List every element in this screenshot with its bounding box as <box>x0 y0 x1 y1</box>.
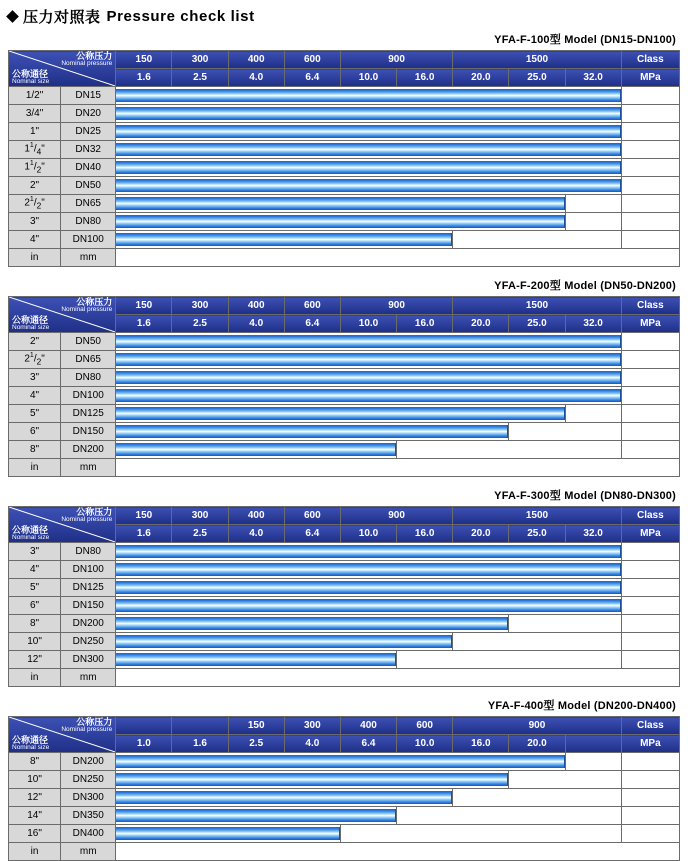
pressure-table-block <box>8 31 680 267</box>
table-row <box>9 615 680 633</box>
nominal-pressure-cell: 20.0 <box>453 69 509 87</box>
nominal-size-inch-cell: 12" <box>9 651 61 669</box>
pressure-range-bar <box>116 543 621 561</box>
pressure-range-bar <box>116 651 397 669</box>
table-unit-row <box>9 669 680 687</box>
nominal-size-dn-cell: DN80 <box>61 543 116 561</box>
row-class-cell <box>621 579 679 597</box>
table-row <box>9 351 680 369</box>
row-class-cell <box>621 105 679 123</box>
nominal-size-dn-cell: DN100 <box>61 231 116 249</box>
nominal-size-inch-cell: 4" <box>9 231 61 249</box>
nominal-size-dn-cell: DN250 <box>61 633 116 651</box>
empty-range-cell <box>340 825 621 843</box>
pressure-range-bar <box>116 333 621 351</box>
table-row <box>9 177 680 195</box>
table-row <box>9 441 680 459</box>
nominal-size-inch-cell: 3/4" <box>9 105 61 123</box>
pressure-range-bar <box>116 369 621 387</box>
pressure-range-bar <box>116 159 621 177</box>
nominal-pressure-cell <box>565 735 621 753</box>
page-title-cn: 压力对照表 <box>23 9 101 26</box>
class-rating-cell: 900 <box>340 297 452 315</box>
nominal-pressure-cell: 32.0 <box>565 315 621 333</box>
class-rating-cell: 400 <box>228 297 284 315</box>
corner-bottom-label: 公称通径 Nominal size <box>12 314 50 331</box>
nominal-pressure-cell: 6.4 <box>284 315 340 333</box>
row-class-cell <box>621 807 679 825</box>
unit-inch-cell: in <box>9 669 61 687</box>
header-corner-cell <box>9 297 116 333</box>
table-row <box>9 633 680 651</box>
row-class-cell <box>621 195 679 213</box>
class-label-cell: Class <box>621 507 679 525</box>
pressure-range-bar <box>116 597 621 615</box>
empty-range-cell <box>453 231 621 249</box>
row-class-cell <box>621 597 679 615</box>
class-rating-cell: 1500 <box>453 297 621 315</box>
pressure-range-bar <box>116 561 621 579</box>
class-rating-cell: 900 <box>340 51 452 69</box>
nominal-pressure-cell: 1.6 <box>172 735 228 753</box>
class-rating-cell <box>116 717 172 735</box>
nominal-size-inch-cell: 14" <box>9 807 61 825</box>
row-class-cell <box>621 159 679 177</box>
class-rating-cell: 150 <box>116 507 172 525</box>
table-row <box>9 387 680 405</box>
nominal-pressure-cell: 16.0 <box>397 525 453 543</box>
nominal-size-inch-cell: 6" <box>9 423 61 441</box>
nominal-size-inch-cell: $2^1/_2$" <box>9 351 61 369</box>
pressure-table-block <box>8 277 680 477</box>
nominal-size-dn-cell: DN200 <box>61 441 116 459</box>
header-corner-cell <box>9 717 116 753</box>
table-row <box>9 231 680 249</box>
pressure-table <box>8 506 680 687</box>
empty-range-cell <box>453 789 621 807</box>
empty-range-cell <box>397 441 622 459</box>
pressure-table <box>8 296 680 477</box>
nominal-pressure-cell: 20.0 <box>453 525 509 543</box>
nominal-size-dn-cell: DN32 <box>61 141 116 159</box>
row-class-cell <box>621 771 679 789</box>
table-unit-row <box>9 843 680 861</box>
table-unit-row <box>9 459 680 477</box>
nominal-pressure-cell: 25.0 <box>509 315 565 333</box>
pressure-range-bar <box>116 213 565 231</box>
nominal-pressure-cell: 16.0 <box>397 69 453 87</box>
row-class-cell <box>621 87 679 105</box>
pressure-range-bar <box>116 633 453 651</box>
nominal-size-dn-cell: DN125 <box>61 579 116 597</box>
nominal-size-inch-cell: 8" <box>9 753 61 771</box>
nominal-size-inch-cell: 4" <box>9 561 61 579</box>
class-rating-cell: 900 <box>340 507 452 525</box>
empty-range-cell <box>565 213 621 231</box>
pressure-range-bar <box>116 615 509 633</box>
header-corner-cell <box>9 507 116 543</box>
nominal-size-inch-cell: 8" <box>9 441 61 459</box>
empty-range-cell <box>397 807 622 825</box>
table-row <box>9 771 680 789</box>
unit-inch-cell: in <box>9 843 61 861</box>
nominal-pressure-cell: 4.0 <box>284 735 340 753</box>
unit-mm-cell: mm <box>61 459 116 477</box>
class-rating-cell: 400 <box>228 51 284 69</box>
class-rating-cell: 150 <box>116 51 172 69</box>
unit-row-filler <box>116 249 680 267</box>
nominal-pressure-cell: 10.0 <box>340 69 396 87</box>
corner-top-label: 公称压力 Nominal pressure <box>61 507 113 523</box>
nominal-size-dn-cell: DN200 <box>61 753 116 771</box>
row-class-cell <box>621 177 679 195</box>
class-rating-cell: 300 <box>284 717 340 735</box>
table-row <box>9 807 680 825</box>
class-rating-cell: 150 <box>228 717 284 735</box>
nominal-size-dn-cell: DN50 <box>61 177 116 195</box>
nominal-size-inch-cell: 3" <box>9 213 61 231</box>
table-caption: YFA-F-400型 Model (DN200-DN400) <box>487 700 676 712</box>
row-class-cell <box>621 351 679 369</box>
nominal-size-inch-cell: 5" <box>9 405 61 423</box>
nominal-pressure-cell: 4.0 <box>228 525 284 543</box>
pressure-range-bar <box>116 753 565 771</box>
nominal-size-dn-cell: DN300 <box>61 789 116 807</box>
empty-range-cell <box>397 651 622 669</box>
nominal-size-dn-cell: DN80 <box>61 213 116 231</box>
pressure-range-bar <box>116 771 509 789</box>
nominal-size-inch-cell: 1" <box>9 123 61 141</box>
row-class-cell <box>621 753 679 771</box>
diamond-bullet-icon <box>6 10 19 23</box>
class-rating-cell: 600 <box>284 297 340 315</box>
unit-label-cell: MPa <box>621 69 679 87</box>
table-row <box>9 141 680 159</box>
pressure-range-bar <box>116 231 453 249</box>
nominal-size-dn-cell: DN350 <box>61 807 116 825</box>
pressure-range-bar <box>116 351 621 369</box>
class-rating-cell: 1500 <box>453 51 621 69</box>
nominal-pressure-cell: 10.0 <box>397 735 453 753</box>
empty-range-cell <box>565 405 621 423</box>
unit-mm-cell: mm <box>61 843 116 861</box>
empty-range-cell <box>509 771 621 789</box>
pressure-range-bar <box>116 405 565 423</box>
nominal-size-dn-cell: DN125 <box>61 405 116 423</box>
nominal-size-dn-cell: DN80 <box>61 369 116 387</box>
nominal-size-dn-cell: DN65 <box>61 195 116 213</box>
row-class-cell <box>621 141 679 159</box>
nominal-pressure-cell: 10.0 <box>340 525 396 543</box>
corner-bottom-label: 公称通径 Nominal size <box>12 524 50 541</box>
nominal-size-inch-cell: 10" <box>9 633 61 651</box>
nominal-size-inch-cell: $1^1/_4$" <box>9 141 61 159</box>
nominal-size-inch-cell: 12" <box>9 789 61 807</box>
table-header-row-class <box>9 507 680 525</box>
pressure-range-bar <box>116 789 453 807</box>
unit-row-filler <box>116 843 680 861</box>
pressure-table-block <box>8 697 680 861</box>
nominal-pressure-cell: 1.6 <box>116 525 172 543</box>
table-caption: YFA-F-200型 Model (DN50-DN200) <box>494 280 676 292</box>
class-label-cell: Class <box>621 297 679 315</box>
pressure-range-bar <box>116 123 621 141</box>
row-class-cell <box>621 369 679 387</box>
class-rating-cell: 150 <box>116 297 172 315</box>
empty-range-cell <box>509 423 621 441</box>
unit-label-cell: MPa <box>621 315 679 333</box>
table-row <box>9 405 680 423</box>
class-rating-cell <box>172 717 228 735</box>
nominal-size-inch-cell: 4" <box>9 387 61 405</box>
nominal-size-dn-cell: DN25 <box>61 123 116 141</box>
empty-range-cell <box>509 615 621 633</box>
row-class-cell <box>621 441 679 459</box>
nominal-size-dn-cell: DN300 <box>61 651 116 669</box>
nominal-size-dn-cell: DN40 <box>61 159 116 177</box>
nominal-pressure-cell: 25.0 <box>509 525 565 543</box>
nominal-pressure-cell: 1.6 <box>116 315 172 333</box>
row-class-cell <box>621 825 679 843</box>
pressure-table-block <box>8 487 680 687</box>
row-class-cell <box>621 651 679 669</box>
nominal-size-inch-cell: $2^1/_2$" <box>9 195 61 213</box>
nominal-pressure-cell: 20.0 <box>509 735 565 753</box>
table-row <box>9 543 680 561</box>
nominal-pressure-cell: 6.4 <box>340 735 396 753</box>
nominal-size-inch-cell: 8" <box>9 615 61 633</box>
class-rating-cell: 1500 <box>453 507 621 525</box>
nominal-size-dn-cell: DN150 <box>61 423 116 441</box>
pressure-range-bar <box>116 87 621 105</box>
row-class-cell <box>621 387 679 405</box>
nominal-size-inch-cell: 3" <box>9 543 61 561</box>
pressure-table <box>8 50 680 267</box>
nominal-pressure-cell: 4.0 <box>228 69 284 87</box>
pressure-range-bar <box>116 423 509 441</box>
table-row <box>9 789 680 807</box>
nominal-pressure-cell: 1.6 <box>116 69 172 87</box>
table-unit-row <box>9 249 680 267</box>
nominal-pressure-cell: 16.0 <box>453 735 509 753</box>
nominal-pressure-cell: 2.5 <box>228 735 284 753</box>
empty-range-cell <box>565 195 621 213</box>
nominal-pressure-cell: 2.5 <box>172 315 228 333</box>
table-row <box>9 369 680 387</box>
class-label-cell: Class <box>621 51 679 69</box>
table-row <box>9 825 680 843</box>
nominal-pressure-cell: 4.0 <box>228 315 284 333</box>
table-header-row-class <box>9 297 680 315</box>
class-rating-cell: 900 <box>453 717 621 735</box>
class-rating-cell: 600 <box>397 717 453 735</box>
table-row <box>9 159 680 177</box>
unit-row-filler <box>116 459 680 477</box>
table-row <box>9 123 680 141</box>
pressure-range-bar <box>116 177 621 195</box>
pressure-range-bar <box>116 105 621 123</box>
empty-range-cell <box>453 633 621 651</box>
unit-mm-cell: mm <box>61 249 116 267</box>
corner-bottom-label: 公称通径 Nominal size <box>12 68 50 85</box>
class-label-cell: Class <box>621 717 679 735</box>
class-rating-cell: 400 <box>340 717 396 735</box>
nominal-size-inch-cell: 6" <box>9 597 61 615</box>
corner-top-label: 公称压力 Nominal pressure <box>61 51 113 67</box>
nominal-pressure-cell: 6.4 <box>284 69 340 87</box>
nominal-pressure-cell: 1.0 <box>116 735 172 753</box>
class-rating-cell: 300 <box>172 297 228 315</box>
row-class-cell <box>621 333 679 351</box>
row-class-cell <box>621 123 679 141</box>
page-title <box>0 0 688 31</box>
corner-bottom-label: 公称通径 Nominal size <box>12 734 50 751</box>
nominal-size-dn-cell: DN200 <box>61 615 116 633</box>
row-class-cell <box>621 615 679 633</box>
table-row <box>9 597 680 615</box>
nominal-pressure-cell: 20.0 <box>453 315 509 333</box>
corner-top-label: 公称压力 Nominal pressure <box>61 297 113 313</box>
pressure-range-bar <box>116 441 397 459</box>
unit-inch-cell: in <box>9 459 61 477</box>
pressure-range-bar <box>116 141 621 159</box>
table-row <box>9 753 680 771</box>
nominal-size-inch-cell: 10" <box>9 771 61 789</box>
nominal-pressure-cell: 2.5 <box>172 69 228 87</box>
unit-label-cell: MPa <box>621 525 679 543</box>
nominal-pressure-cell: 25.0 <box>509 69 565 87</box>
corner-top-label: 公称压力 Nominal pressure <box>61 717 113 733</box>
nominal-size-dn-cell: DN100 <box>61 561 116 579</box>
tables-container <box>0 31 688 861</box>
class-rating-cell: 600 <box>284 51 340 69</box>
nominal-size-dn-cell: DN150 <box>61 597 116 615</box>
table-caption: YFA-F-100型 Model (DN15-DN100) <box>494 34 676 46</box>
row-class-cell <box>621 213 679 231</box>
nominal-size-dn-cell: DN20 <box>61 105 116 123</box>
table-row <box>9 579 680 597</box>
nominal-size-dn-cell: DN100 <box>61 387 116 405</box>
nominal-pressure-cell: 6.4 <box>284 525 340 543</box>
row-class-cell <box>621 405 679 423</box>
nominal-size-inch-cell: 1/2" <box>9 87 61 105</box>
nominal-pressure-cell: 2.5 <box>172 525 228 543</box>
nominal-size-inch-cell: 3" <box>9 369 61 387</box>
table-row <box>9 195 680 213</box>
row-class-cell <box>621 423 679 441</box>
nominal-size-dn-cell: DN400 <box>61 825 116 843</box>
nominal-size-dn-cell: DN50 <box>61 333 116 351</box>
row-class-cell <box>621 231 679 249</box>
nominal-pressure-cell: 32.0 <box>565 69 621 87</box>
table-row <box>9 561 680 579</box>
nominal-size-dn-cell: DN65 <box>61 351 116 369</box>
nominal-size-dn-cell: DN15 <box>61 87 116 105</box>
class-rating-cell: 600 <box>284 507 340 525</box>
nominal-pressure-cell: 16.0 <box>397 315 453 333</box>
class-rating-cell: 300 <box>172 51 228 69</box>
row-class-cell <box>621 789 679 807</box>
table-row <box>9 651 680 669</box>
nominal-size-inch-cell: 5" <box>9 579 61 597</box>
unit-inch-cell: in <box>9 249 61 267</box>
row-class-cell <box>621 543 679 561</box>
class-rating-cell: 400 <box>228 507 284 525</box>
nominal-size-inch-cell: 2" <box>9 333 61 351</box>
nominal-pressure-cell: 10.0 <box>340 315 396 333</box>
nominal-pressure-cell: 32.0 <box>565 525 621 543</box>
unit-mm-cell: mm <box>61 669 116 687</box>
table-caption: YFA-F-300型 Model (DN80-DN300) <box>494 490 676 502</box>
table-header-row-class <box>9 51 680 69</box>
row-class-cell <box>621 561 679 579</box>
pressure-range-bar <box>116 579 621 597</box>
empty-range-cell <box>565 753 621 771</box>
pressure-range-bar <box>116 825 341 843</box>
table-row <box>9 105 680 123</box>
table-row <box>9 423 680 441</box>
table-header-row-class <box>9 717 680 735</box>
unit-label-cell: MPa <box>621 735 679 753</box>
class-rating-cell: 300 <box>172 507 228 525</box>
table-row <box>9 213 680 231</box>
nominal-size-inch-cell: $1^1/_2$" <box>9 159 61 177</box>
pressure-range-bar <box>116 195 565 213</box>
table-row <box>9 87 680 105</box>
nominal-size-inch-cell: 16" <box>9 825 61 843</box>
pressure-range-bar <box>116 387 621 405</box>
pressure-table <box>8 716 680 861</box>
header-corner-cell <box>9 51 116 87</box>
page-title-en: Pressure check list <box>106 8 255 25</box>
unit-row-filler <box>116 669 680 687</box>
pressure-range-bar <box>116 807 397 825</box>
row-class-cell <box>621 633 679 651</box>
table-row <box>9 333 680 351</box>
nominal-size-dn-cell: DN250 <box>61 771 116 789</box>
nominal-size-inch-cell: 2" <box>9 177 61 195</box>
